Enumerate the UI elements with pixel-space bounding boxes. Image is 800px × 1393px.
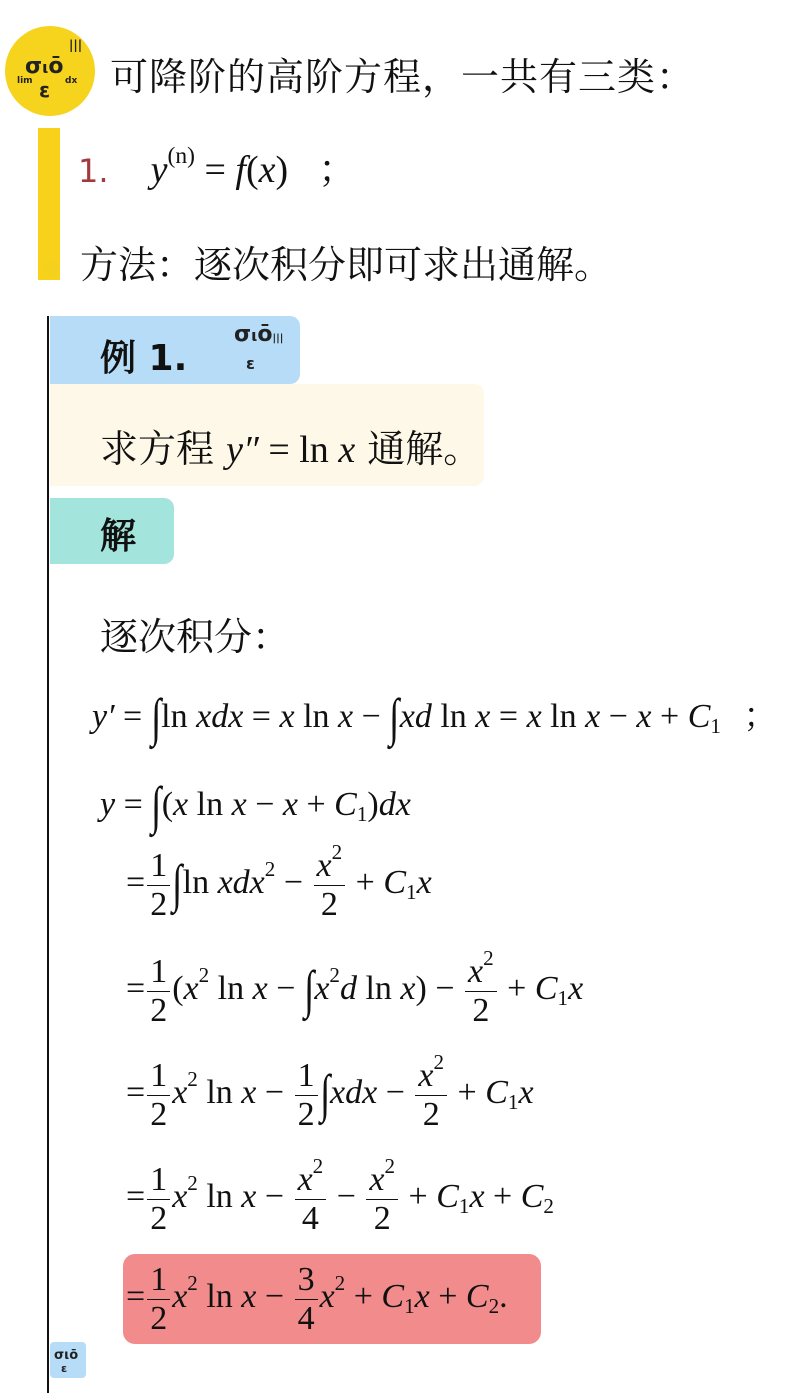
solution-label: 解: [100, 516, 137, 557]
method-text: 方法：逐次积分即可求出通解。: [80, 243, 613, 287]
example-logo-epsilon: ε: [246, 354, 255, 373]
equation-5: = $\frac{1}{2}$ $x^2$ ln x − $\frac{1}{2}$ ∫xdx − $\frac{x^2}{2}$ + $C_1x$: [126, 1050, 534, 1133]
logo-epsilon: ε: [39, 78, 51, 102]
section-rule: [47, 316, 49, 1393]
case-number: 1.: [78, 152, 109, 190]
equation-2: y = ∫(x $\ln x - x + C_1)dx$: [100, 777, 411, 835]
equation-6: = $\frac{1}{2}$ $x^2$ ln x − $\frac{x^2}{4}$ − $\frac{x^2}{2}$ + $C_1x + C_2$: [126, 1154, 554, 1237]
example-label: 例 1.: [100, 338, 188, 379]
problem-math: y″ = ln x: [226, 429, 356, 471]
logo-marks: |||: [69, 38, 83, 52]
logo-icon: [5, 26, 95, 116]
equation-final: = $\frac{1}{2}$ $x^2$ ln x − $\frac{3}{4}$ $x^2 + C_1x + C_2$.: [126, 1261, 508, 1337]
logo-dx: dx: [65, 76, 78, 86]
case-1: [78, 138, 356, 193]
mini-logo-icon: [44, 262, 58, 276]
equation-3: = $\frac{1}{2}$ ∫ln xdx$^2$ − $\frac{x^2}{2}$ + $C_1x$: [126, 840, 432, 923]
page-title: 可降阶的高阶方程，一共有三类：: [110, 55, 696, 99]
equation-1: y′ = ∫ln xdx = x ln x − ∫xd ln x = x $\ln x - x + C_1$ ；: [92, 688, 778, 747]
case-semicolon: ；: [318, 147, 357, 191]
accent-bar: [38, 128, 60, 280]
step-label: 逐次积分：: [100, 615, 291, 659]
example-logo-icon: σιō|||: [234, 322, 284, 347]
logo-face: σιō: [25, 54, 64, 79]
problem-text: 求方程 y″ = ln x 通解。: [100, 427, 482, 471]
equation-4: = $\frac{1}{2}$ ($x^2$ $\ln x - \int x^2d$ ln x) − $\frac{x^2}{2}$ + $C_1x$: [126, 946, 584, 1029]
logo-lim: lim: [17, 76, 33, 86]
case-formula: $y^{(n)} = f(x)$: [150, 143, 289, 191]
footer-logo-icon: σιō ε: [50, 1342, 86, 1378]
